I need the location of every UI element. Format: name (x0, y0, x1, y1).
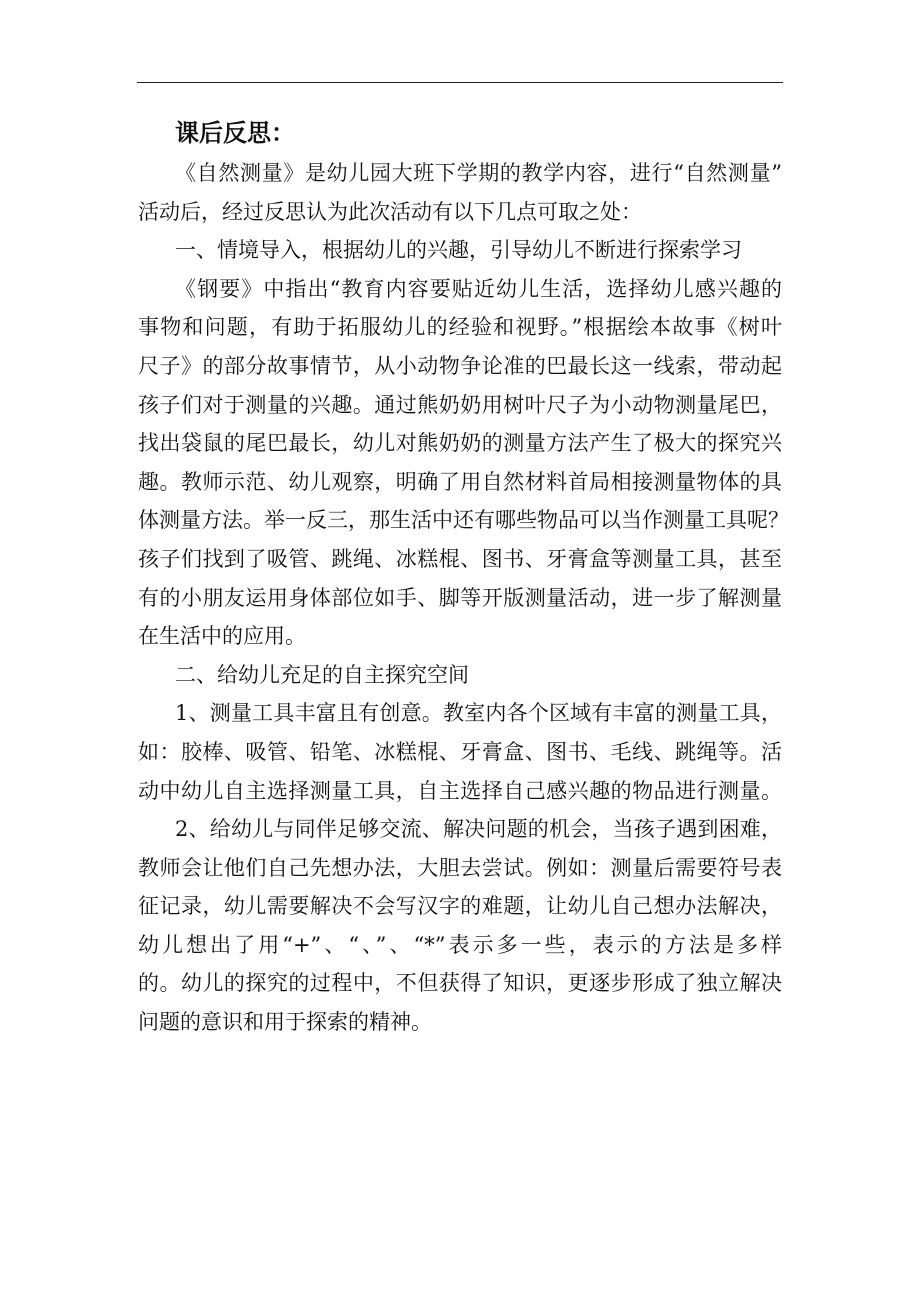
text-line: 趣。教师示范、幼儿观察，明确了用自然材料首局相接测量物体的具 (138, 469, 782, 494)
text-line: 事物和问题，有助于拓服幼儿的经验和视野。”根据绘本故事《树叶 (138, 315, 782, 340)
text-line: 幼儿想出了用“+”、“、”、“*”表示多一些，表示的方法是多样 (138, 932, 782, 957)
text-line: 一、情境导入，根据幼儿的兴趣，引导幼儿不断进行探索学习 (175, 238, 742, 263)
section-heading: 课后反思： (175, 119, 295, 147)
text-line: 1、测量工具丰富且有创意。教室内各个区域有丰富的测量工具， (175, 701, 782, 726)
header-rule (137, 82, 783, 83)
document-body (138, 154, 789, 1042)
text-line: 孩子们找到了吸管、跳绳、冰糕棍、图书、牙膏盒等测量工具，甚至 (138, 546, 782, 571)
text-line: 有的小朋友运用身体部位如手、脚等开版测量活动，进一步了解测量 (138, 585, 782, 610)
text-line: 找出袋鼠的尾巴最长，幼儿对熊奶奶的测量方法产生了极大的探究兴 (138, 431, 782, 456)
text-line: 孩子们对于测量的兴趣。通过熊奶奶用树叶尺子为小动物测量尾巴， (138, 392, 782, 417)
text-line: 如：胶棒、吸管、铅笔、冰糕棍、牙膏盒、图书、毛线、跳绳等。活 (138, 739, 782, 764)
text-line: 2、给幼儿与同伴足够交流、解决问题的机会，当孩子遇到困难， (175, 817, 782, 842)
text-line: 活动后，经过反思认为此次活动有以下几点可取之处： (138, 199, 642, 224)
text-line: 尺子》的部分故事情节，从小动物争论准的巴最长这一线索，带动起 (138, 353, 782, 378)
text-line: 《钢要》中指出“教育内容要贴近幼儿生活，选择幼儿感兴趣的 (175, 276, 782, 301)
text-line: 《自然测量》是幼儿园大班下学期的教学内容，进行“自然测量” (175, 161, 782, 185)
text-line: 在生活中的应用。 (138, 624, 306, 649)
text-line: 问题的意识和用于探索的精神。 (138, 1010, 432, 1035)
text-line: 的。幼儿的探究的过程中，不但获得了知识，更逐步形成了独立解决 (138, 971, 782, 996)
text-line: 二、给幼儿充足的自主探究空间 (175, 662, 469, 687)
text-line: 教师会让他们自己先想办法，大胆去尝试。例如：测量后需要符号表 (138, 855, 782, 880)
text-line: 体测量方法。举一反三，那生活中还有哪些物品可以当作测量工具呢？ (138, 508, 789, 533)
text-line: 征记录，幼儿需要解决不会写汉字的难题，让幼儿自己想办法解决， (138, 894, 782, 919)
text-line: 动中幼儿自主选择测量工具，自主选择自己感兴趣的物品进行测量。 (138, 778, 782, 803)
